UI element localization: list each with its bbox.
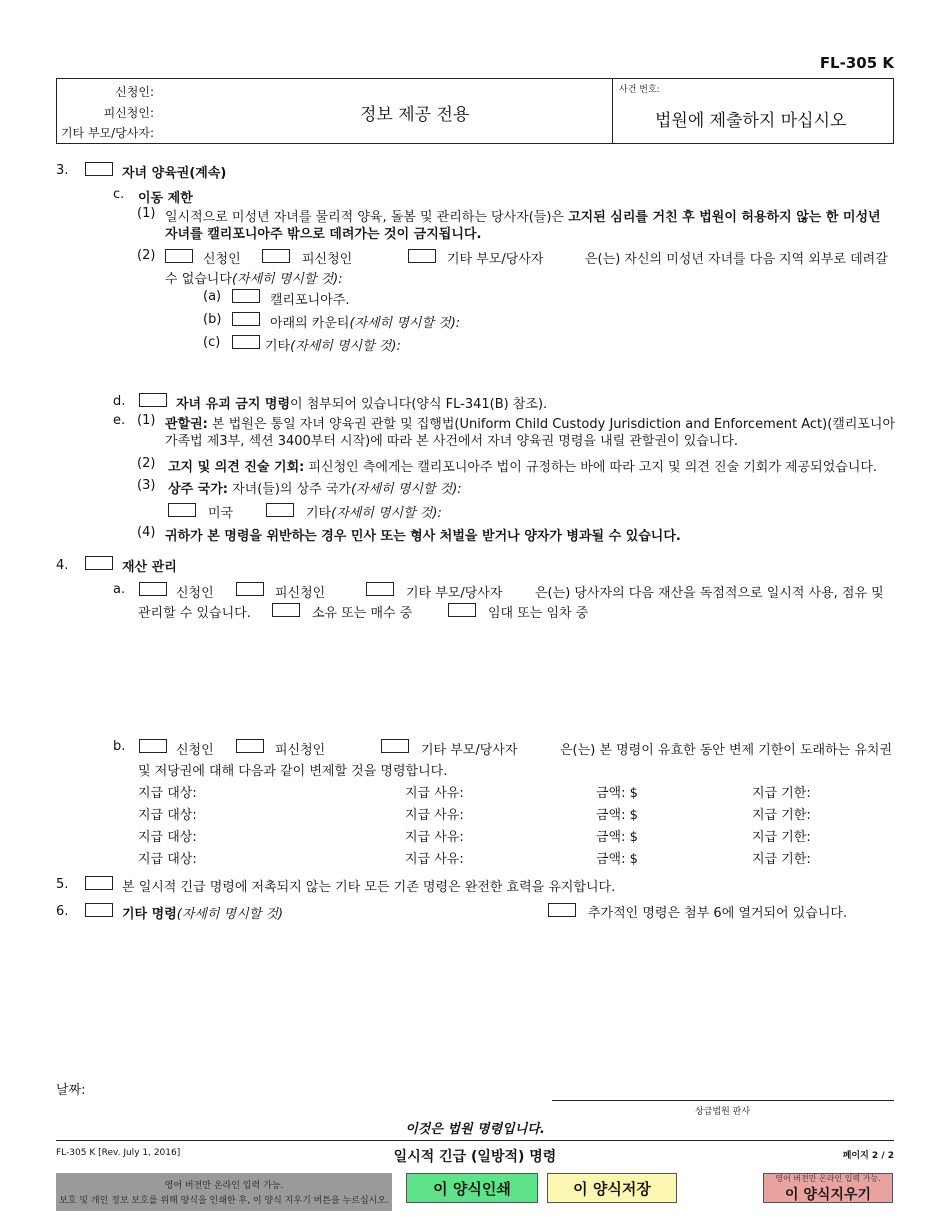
clear-form-label: 이 양식지우기: [784, 1186, 872, 1203]
4a-other-label: 기타 부모/당사자: [406, 586, 503, 601]
pay-for-label: 지급 사유:: [405, 852, 464, 867]
form-id: FL-305 K: [819, 54, 894, 72]
info-only-text: 정보 제공 전용: [360, 105, 470, 125]
c1-text-line2: 자녀를 캘리포니아주 밖으로 데려가는 것이 금지됩니다.: [165, 227, 482, 242]
online-note-box: [56, 1173, 392, 1211]
option-b-label: (b): [203, 312, 222, 327]
c2-number: (2): [137, 248, 156, 263]
4a-respondent-label: 피신청인: [275, 586, 326, 601]
date-label: 날짜:: [56, 1083, 86, 1098]
attachment-6-checkbox[interactable]: [548, 903, 576, 917]
judge-label: 상급법원 판사: [695, 1107, 751, 1117]
e4-number: (4): [137, 525, 156, 540]
due-date-label: 지급 기한:: [752, 830, 811, 845]
4b-other-label: 기타 부모/당사자: [421, 743, 518, 758]
usa-label: 미국: [208, 506, 234, 521]
e1-text-line2: 가족법 제3부, 섹션 3400부터 시작)에 따라 본 사건에서 자녀 양육권 명령을 내릴 관할권이 있습니다.: [165, 434, 739, 449]
move-restriction-title: 이동 제한: [138, 191, 193, 206]
clear-form-button[interactable]: [763, 1173, 893, 1203]
item-4b-letter: b.: [113, 739, 126, 754]
section-6-title: 기타 명령(자세히 명시할 것): [122, 907, 284, 922]
c2-other-checkbox[interactable]: [408, 249, 436, 263]
signature-line: [552, 1100, 894, 1101]
due-date-label: 지급 기한:: [752, 808, 811, 823]
other-country-label: 기타(자세히 명시할 것):: [306, 506, 442, 521]
e1-text: 관할권: 본 법원은 통일 자녀 양육권 관할 및 집행법(Uniform Child Custody Jurisdiction and Enforcement Act)(캘리포니아: [165, 417, 896, 432]
case-number-label: 사건 번호:: [619, 85, 660, 95]
online-note-line2: 보호 및 개인 정보 보호를 위해 양식을 인쇄한 후, 이 양식 지우기 버튼을 누르십시오.: [59, 1196, 389, 1206]
c2-other-label: 기타 부모/당사자: [447, 252, 544, 267]
other-party-label: 기타 부모/당사자:: [60, 126, 154, 140]
item-4a-letter: a.: [113, 582, 126, 597]
section-4-number: 4.: [56, 558, 69, 573]
option-b-text: 아래의 카운티(자세히 명시할 것):: [270, 316, 461, 331]
pay-to-label: 지급 대상:: [138, 852, 197, 867]
other-country-checkbox[interactable]: [266, 503, 294, 517]
attachment-6-text: 추가적인 명령은 첨부 6에 열거되어 있습니다.: [588, 906, 848, 921]
item-c-letter: c.: [113, 187, 125, 202]
option-b-checkbox[interactable]: [232, 312, 260, 326]
section-6-checkbox[interactable]: [85, 903, 113, 917]
4b-respondent-label: 피신청인: [275, 743, 326, 758]
4a-petitioner-label: 신청인: [176, 586, 214, 601]
online-note-line1: 영어 버전만 온라인 입력 가능.: [164, 1181, 284, 1191]
pay-for-label: 지급 사유:: [405, 808, 464, 823]
pay-for-label: 지급 사유:: [405, 830, 464, 845]
item-d-checkbox[interactable]: [139, 393, 167, 407]
item-e-letter: e.: [113, 413, 126, 428]
4a-respondent-checkbox[interactable]: [236, 582, 264, 596]
e3-text: 상주 국가: 자녀(들)의 상주 국가(자세히 명시할 것):: [168, 482, 462, 497]
c2-text-line2: 수 없습니다(자세히 명시할 것):: [165, 272, 343, 287]
section-5-checkbox[interactable]: [85, 876, 113, 890]
4b-respondent-checkbox[interactable]: [236, 739, 264, 753]
page-number: 페이지 2 / 2: [842, 1151, 894, 1161]
4a-petitioner-checkbox[interactable]: [139, 582, 167, 596]
4a-other-checkbox[interactable]: [366, 582, 394, 596]
section-5-text: 본 일시적 긴급 명령에 저촉되지 않는 기타 모든 기존 명령은 완전한 효력을 유지합니다.: [122, 880, 616, 895]
pay-to-label: 지급 대상:: [138, 786, 197, 801]
owned-checkbox[interactable]: [272, 603, 300, 617]
4b-petitioner-label: 신청인: [176, 743, 214, 758]
clear-form-note: 영어 버전만 온라인 입력 가능.: [775, 1173, 881, 1183]
4b-petitioner-checkbox[interactable]: [139, 739, 167, 753]
option-c-label: (c): [203, 335, 221, 350]
4b-text: 은(는) 본 명령이 유효한 동안 변제 기한이 도래하는 유치권: [560, 743, 893, 758]
e3-number: (3): [137, 478, 156, 493]
owned-label: 소유 또는 매수 중: [312, 606, 413, 621]
c2-respondent-label: 피신청인: [302, 252, 353, 267]
footer-rule: [56, 1140, 894, 1141]
section-3-number: 3.: [56, 163, 69, 178]
item-d-letter: d.: [113, 394, 126, 409]
c1-text: 일시적으로 미성년 자녀를 물리적 양육, 돌봄 및 관리하는 당사자(들)은 고지된 심리를 거친 후 법원이 허용하지 않는 한 미성년: [165, 210, 881, 225]
section-4-title: 재산 관리: [122, 560, 177, 575]
c1-number: (1): [137, 206, 156, 221]
section-3-title: 자녀 양육권(계속): [122, 166, 227, 181]
4b-text-line2: 및 저당권에 대해 다음과 같이 변제할 것을 명령합니다.: [138, 764, 448, 779]
c2-text: 은(는) 자신의 미성년 자녀를 다음 지역 외부로 데려갈: [585, 252, 888, 267]
option-a-checkbox[interactable]: [232, 289, 260, 303]
pay-for-label: 지급 사유:: [405, 786, 464, 801]
e1-number: (1): [137, 413, 156, 428]
option-c-checkbox[interactable]: [232, 335, 260, 349]
petitioner-label: 신청인:: [115, 85, 154, 99]
section-4-checkbox[interactable]: [85, 556, 113, 570]
section-3-checkbox[interactable]: [85, 162, 113, 176]
court-order-notice: 이것은 법원 명령입니다.: [405, 1122, 545, 1137]
item-d-text: 자녀 유괴 금지 명령이 첨부되어 있습니다(양식 FL-341(B) 참조).: [176, 397, 548, 412]
pay-to-label: 지급 대상:: [138, 808, 197, 823]
usa-checkbox[interactable]: [168, 503, 196, 517]
revision-text: FL-305 K [Rev. July 1, 2016]: [56, 1148, 181, 1158]
e2-number: (2): [137, 456, 156, 471]
amount-label: 금액: $: [596, 830, 638, 845]
option-a-text: 캘리포니아주.: [270, 293, 350, 308]
4a-text: 은(는) 당사자의 다음 재산을 독점적으로 일시적 사용, 점유 및: [535, 586, 884, 601]
due-date-label: 지급 기한:: [752, 852, 811, 867]
amount-label: 금액: $: [596, 808, 638, 823]
leased-checkbox[interactable]: [448, 603, 476, 617]
amount-label: 금액: $: [596, 786, 638, 801]
section-5-number: 5.: [56, 877, 69, 892]
4a-text-line2: 관리할 수 있습니다.: [138, 606, 251, 621]
respondent-label: 피신청인:: [103, 106, 154, 120]
amount-label: 금액: $: [596, 852, 638, 867]
c2-respondent-checkbox[interactable]: [262, 249, 290, 263]
leased-label: 임대 또는 임차 중: [488, 606, 589, 621]
form-title: 일시적 긴급 (일방적) 명령: [393, 1149, 557, 1165]
e2-text: 고지 및 의견 진술 기회: 피신청인 측에게는 캘리포니아주 법이 규정하는 바에 따라 고지 및 의견 진술 기회가 제공되었습니다.: [168, 460, 878, 475]
c2-petitioner-label: 신청인: [203, 252, 241, 267]
due-date-label: 지급 기한:: [752, 786, 811, 801]
section-6-number: 6.: [56, 904, 69, 919]
save-form-button[interactable]: 이 양식저장: [547, 1173, 677, 1203]
pay-to-label: 지급 대상:: [138, 830, 197, 845]
print-form-button[interactable]: 이 양식인쇄: [406, 1173, 538, 1203]
caption-divider: [612, 78, 613, 144]
option-c-text: 기타(자세히 명시할 것):: [265, 339, 401, 354]
c2-petitioner-checkbox[interactable]: [165, 249, 193, 263]
do-not-file-text: 법원에 제출하지 마십시오: [655, 111, 847, 131]
4b-other-checkbox[interactable]: [381, 739, 409, 753]
e4-text: 귀하가 본 명령을 위반하는 경우 민사 또는 형사 처벌을 받거나 양자가 병과될 수 있습니다.: [165, 529, 681, 544]
option-a-label: (a): [203, 289, 222, 304]
